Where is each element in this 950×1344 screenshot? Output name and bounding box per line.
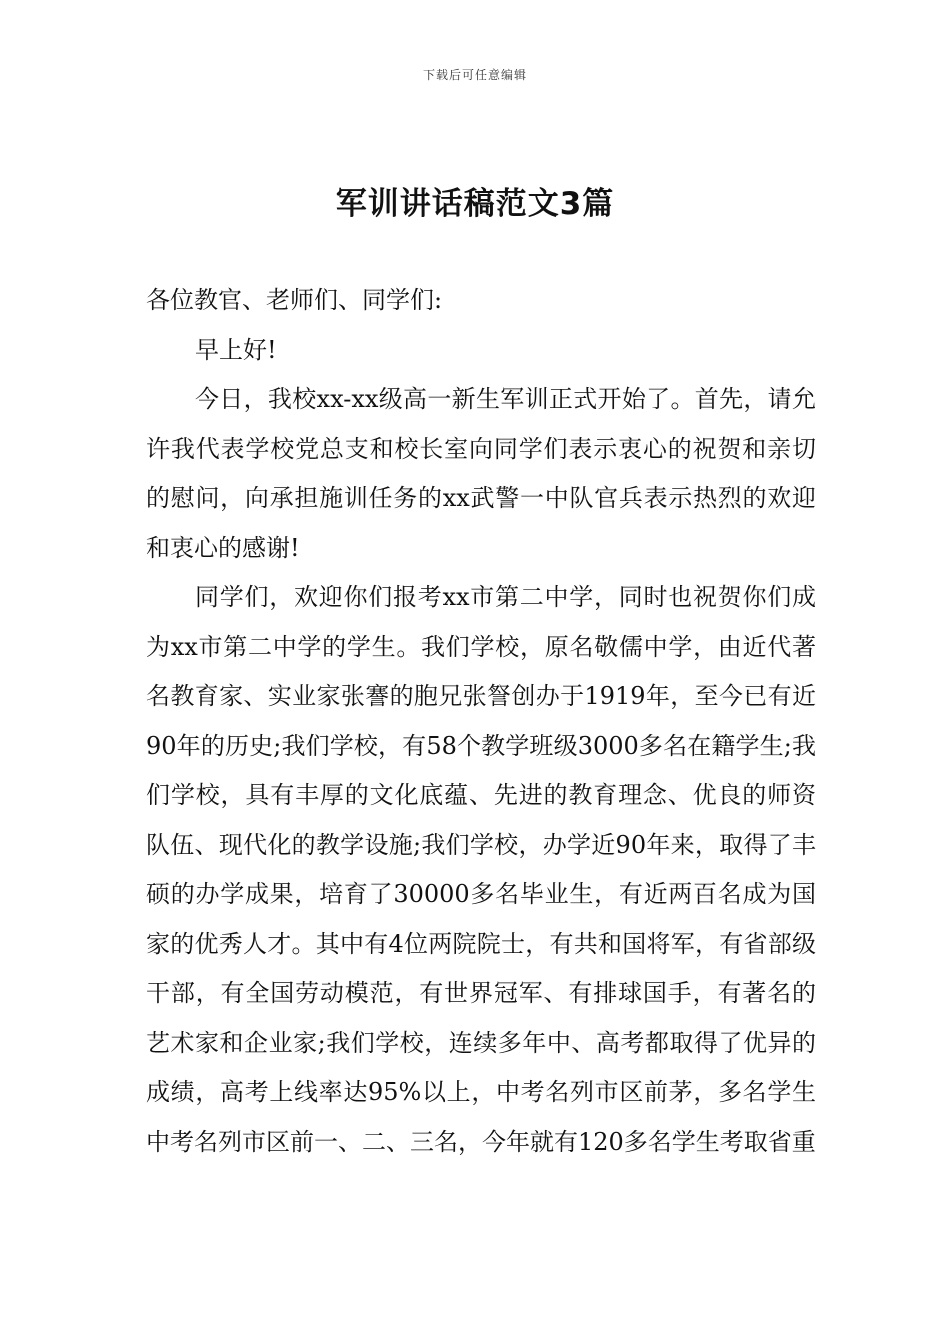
paragraph-opening: 今日，我校xx-xx级高一新生军训正式开始了。首先，请允许我代表学校党总支和校长室向同学们表示衷心的祝贺和亲切的慰问，向承担施训任务的xx武警一中队官兵表示热烈的欢迎和衷心的感谢!	[146, 385, 816, 562]
paragraph-greeting: 早上好!	[195, 335, 277, 364]
paragraph-school-intro: 同学们，欢迎你们报考xx市第二中学，同时也祝贺你们成为xx市第二中学的学生。我们学校，原名敬儒中学，由近代著名教育家、实业家张謇的胞兄张詧创办于1919年，至今已有近90年的历史;我们学校，有58个教学班级3000多名在籍学生;我们学校，具有丰厚的文化底蕴、先进的教育理念、优良的师资队伍、现代化的教学设施;我们学校，办学近90年来，取得了丰硕的办学成果，培育了30000多名毕业生，有近两百名成为国家的优秀人才。其中有4位两院院士，有共和国将军，有省部级干部，有全国劳动模范，有世界冠军、有排球国手，有著名的艺术家和企业家;我们学校，连续多年中、高考都取得了优异的成绩，高考上线率达95%以上，中考名列市区前茅，多名学生中考名列市区前一、二、三名，今年就有120多名学生考取省重	[146, 583, 816, 1156]
document-title: 军训讲话稿范文3篇	[335, 186, 615, 222]
salutation: 各位教官、老师们、同学们:	[146, 286, 443, 314]
document-body	[146, 276, 816, 1167]
header-note: 下载后可任意编辑	[422, 68, 527, 82]
